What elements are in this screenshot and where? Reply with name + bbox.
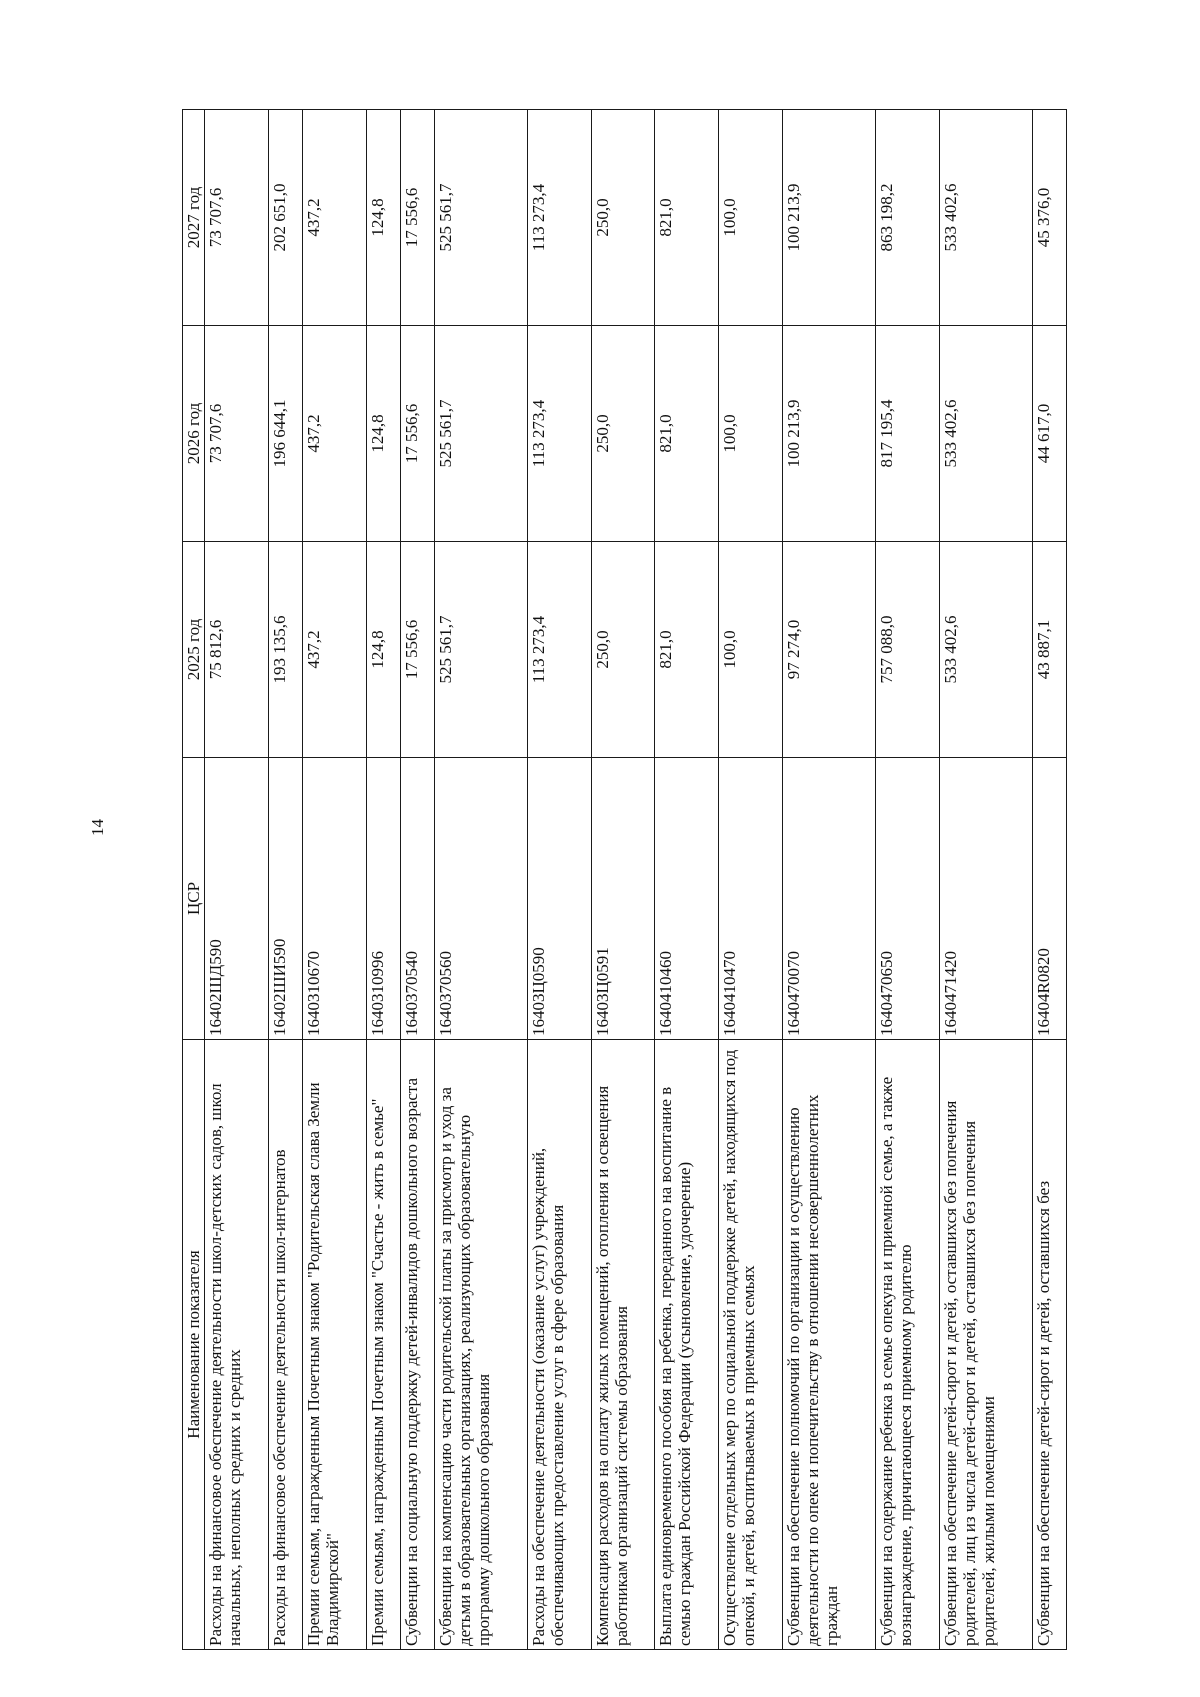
budget-table — [182, 109, 1067, 1650]
cell-value-2025: 437,2 — [302, 542, 366, 758]
cell-csr: 1640370560 — [434, 758, 527, 1040]
cell-indicator-name: Субвенции на обеспечение полномочий по организации и осуществлению деятельности по опеке и попечительству в отношении несовершеннолетних граждан — [782, 1040, 875, 1650]
cell-value-2026: 44 617,0 — [1032, 326, 1066, 542]
cell-value-2027: 821,0 — [655, 110, 719, 326]
header-year-2025: 2025 год — [183, 542, 205, 758]
table-row — [939, 110, 1032, 1650]
table-row — [1032, 110, 1066, 1650]
cell-value-2025: 821,0 — [655, 542, 719, 758]
cell-csr: 1640370540 — [400, 758, 434, 1040]
header-csr: ЦСР — [183, 758, 205, 1040]
cell-indicator-name: Расходы на финансовое обеспечение деятельности школ-интернатов — [268, 1040, 302, 1650]
cell-value-2027: 533 402,6 — [939, 110, 1032, 326]
cell-value-2025: 113 273,4 — [528, 542, 592, 758]
cell-value-2027: 525 561,7 — [434, 110, 527, 326]
cell-value-2026: 525 561,7 — [434, 326, 527, 542]
cell-csr: 1640410460 — [655, 758, 719, 1040]
table-row — [205, 110, 269, 1650]
cell-value-2027: 17 556,6 — [400, 110, 434, 326]
cell-value-2026: 533 402,6 — [939, 326, 1032, 542]
cell-value-2027: 100,0 — [719, 110, 783, 326]
page-number: 14 — [88, 819, 107, 836]
cell-indicator-name: Расходы на обеспечение деятельности (оказание услуг) учреждений, обеспечивающих предоставление услуг в сфере образования — [528, 1040, 592, 1650]
cell-value-2027: 45 376,0 — [1032, 110, 1066, 326]
cell-csr: 16402ШД590 — [205, 758, 269, 1040]
cell-value-2026: 817 195,4 — [875, 326, 939, 542]
cell-csr: 16403Ц0590 — [528, 758, 592, 1040]
cell-value-2026: 124,8 — [366, 326, 400, 542]
cell-value-2027: 437,2 — [302, 110, 366, 326]
table-header-row — [183, 110, 205, 1650]
cell-value-2025: 97 274,0 — [782, 542, 875, 758]
cell-value-2026: 196 644,1 — [268, 326, 302, 542]
cell-value-2027: 100 213,9 — [782, 110, 875, 326]
cell-indicator-name: Субвенции на обеспечение детей-сирот и детей, оставшихся без попечения родителей, лиц из числа детей-сирот и детей, оставшихся без попечения родителей, жилыми помещениями — [939, 1040, 1032, 1650]
header-year-2027: 2027 год — [183, 110, 205, 326]
cell-csr: 1640310670 — [302, 758, 366, 1040]
cell-csr: 16404R0820 — [1032, 758, 1066, 1040]
cell-csr: 1640310996 — [366, 758, 400, 1040]
cell-value-2027: 250,0 — [591, 110, 655, 326]
cell-indicator-name: Компенсация расходов на оплату жилых помещений, отопления и освещения работникам организаций системы образования — [591, 1040, 655, 1650]
table-row — [875, 110, 939, 1650]
cell-value-2026: 250,0 — [591, 326, 655, 542]
cell-csr: 1640470070 — [782, 758, 875, 1040]
cell-value-2027: 202 651,0 — [268, 110, 302, 326]
table-row — [366, 110, 400, 1650]
cell-value-2025: 100,0 — [719, 542, 783, 758]
cell-value-2027: 113 273,4 — [528, 110, 592, 326]
cell-value-2025: 193 135,6 — [268, 542, 302, 758]
cell-value-2026: 821,0 — [655, 326, 719, 542]
table-body — [205, 110, 1067, 1650]
cell-value-2025: 75 812,6 — [205, 542, 269, 758]
cell-value-2027: 863 198,2 — [875, 110, 939, 326]
rotated-table-container — [182, 110, 1067, 1650]
cell-indicator-name: Премии семьям, награжденным Почетным знаком "Счастье - жить в семье" — [366, 1040, 400, 1650]
table-row — [591, 110, 655, 1650]
cell-csr: 1640470650 — [875, 758, 939, 1040]
cell-csr: 16402ШИ590 — [268, 758, 302, 1040]
header-year-2026: 2026 год — [183, 326, 205, 542]
cell-indicator-name: Субвенции на содержание ребенка в семье опекуна и приемной семье, а также вознаграждение, причитающееся приемному родителю — [875, 1040, 939, 1650]
cell-value-2026: 437,2 — [302, 326, 366, 542]
cell-value-2025: 757 088,0 — [875, 542, 939, 758]
cell-value-2025: 250,0 — [591, 542, 655, 758]
cell-indicator-name: Расходы на финансовое обеспечение деятельности школ-детских садов, школ начальных, неполных средних и средних — [205, 1040, 269, 1650]
cell-csr: 16403Ц0591 — [591, 758, 655, 1040]
cell-value-2026: 100 213,9 — [782, 326, 875, 542]
table-row — [400, 110, 434, 1650]
cell-value-2025: 525 561,7 — [434, 542, 527, 758]
cell-indicator-name: Субвенции на социальную поддержку детей-инвалидов дошкольного возраста — [400, 1040, 434, 1650]
cell-value-2025: 17 556,6 — [400, 542, 434, 758]
cell-indicator-name: Субвенции на обеспечение детей-сирот и детей, оставшихся без — [1032, 1040, 1066, 1650]
header-indicator-name: Наименование показателя — [183, 1040, 205, 1650]
cell-value-2027: 73 707,6 — [205, 110, 269, 326]
table-row — [719, 110, 783, 1650]
cell-value-2026: 100,0 — [719, 326, 783, 542]
cell-csr: 1640410470 — [719, 758, 783, 1040]
cell-value-2025: 124,8 — [366, 542, 400, 758]
cell-value-2026: 17 556,6 — [400, 326, 434, 542]
table-row — [528, 110, 592, 1650]
cell-csr: 1640471420 — [939, 758, 1032, 1040]
cell-value-2025: 533 402,6 — [939, 542, 1032, 758]
cell-value-2025: 43 887,1 — [1032, 542, 1066, 758]
table-row — [655, 110, 719, 1650]
table-row — [434, 110, 527, 1650]
cell-value-2026: 73 707,6 — [205, 326, 269, 542]
table-row — [302, 110, 366, 1650]
cell-indicator-name: Осуществление отдельных мер по социальной поддержке детей, находящихся под опекой, и детей, воспитываемых в приемных семьях — [719, 1040, 783, 1650]
cell-value-2027: 124,8 — [366, 110, 400, 326]
cell-indicator-name: Премии семьям, награжденным Почетным знаком "Родительская слава Земли Владимирской" — [302, 1040, 366, 1650]
table-row — [782, 110, 875, 1650]
cell-indicator-name: Выплата единовременного пособия на ребенка, переданного на воспитание в семью граждан Российской Федерации (усыновление, удочерение) — [655, 1040, 719, 1650]
cell-value-2026: 113 273,4 — [528, 326, 592, 542]
table-row — [268, 110, 302, 1650]
cell-indicator-name: Субвенции на компенсацию части родительской платы за присмотр и уход за детьми в образовательных организациях, реализующих образовательную программу дошкольного образования — [434, 1040, 527, 1650]
